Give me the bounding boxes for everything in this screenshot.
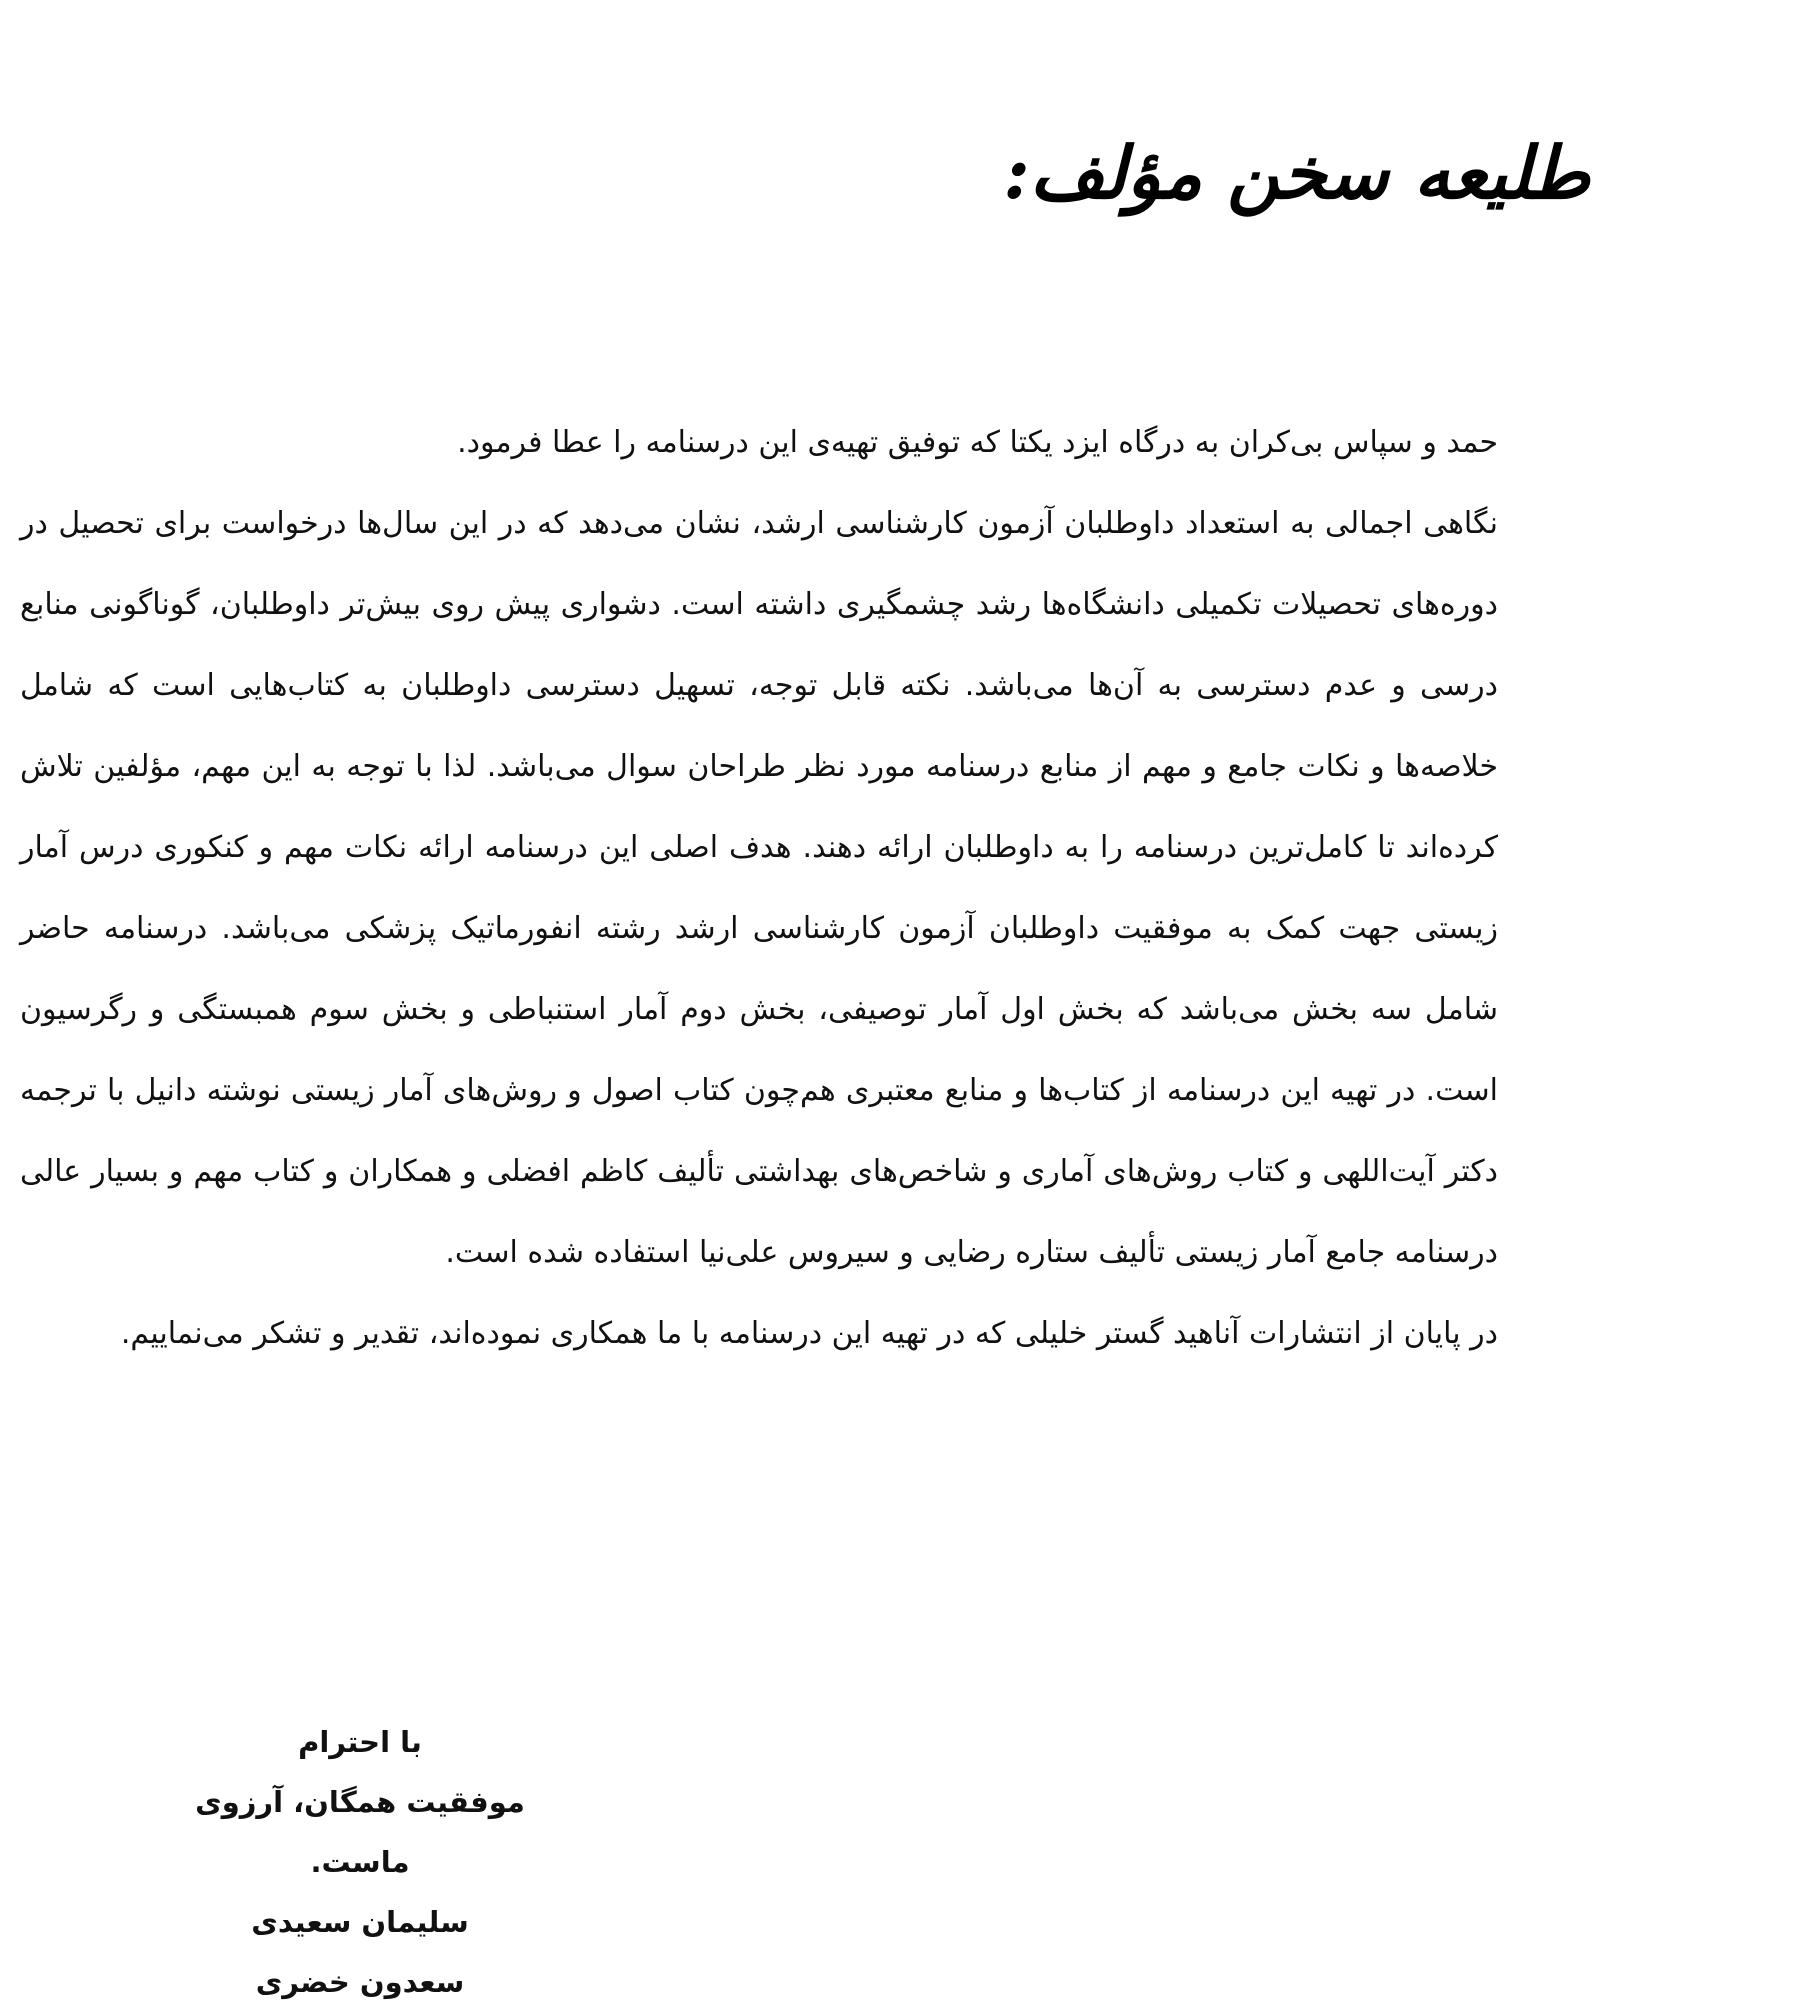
page-title: طلیعه سخن مؤلف: (1003, 130, 1590, 215)
signature-block (150, 1712, 570, 2012)
paragraph-main: نگاهی اجمالی به استعداد داوطلبان آزمون کارشناسی ارشد، نشان می‌دهد که در این سال‌ها درخواست برای تحصیل در دوره‌های تحصیلات تکمیلی دانشگاه‌ها رشد چشمگیری داشته است. دشواری پیش روی بیش‌تر داوطلبان، گوناگونی منابع درسی و عدم دسترسی به آن‌ها می‌باشد. نکته قابل توجه، تسهیل دسترسی داوطلبان به کتاب‌هایی است که شامل خلاصه‌ها و نکات جامع و مهم از منابع درسنامه مورد نظر طراحان سوال می‌باشد. لذا با توجه به این مهم، مؤلفین تلاش کرده‌اند تا کامل‌ترین درسنامه را به داوطلبان ارائه دهند. هدف اصلی این درسنامه ارائه نکات مهم و کنکوری درس آمار زیستی جهت کمک به موفقیت داوطلبان آزمون کارشناسی ارشد رشته انفورماتیک پزشکی می‌باشد. درسنامه حاضر شامل سه بخش می‌باشد که بخش اول آمار توصیفی، بخش دوم آمار استنباطی و بخش سوم همبستگی و رگرسیون است. در تهیه این درسنامه از کتاب‌ها و منابع معتبری هم‌چون کتاب اصول و روش‌های آمار زیستی نوشته دانیل با ترجمه دکتر آیت‌اللهی و کتاب روش‌های آماری و شاخص‌های بهداشتی تألیف کاظم افضلی و همکاران و کتاب مهم و بسیار عالی درسنامه جامع آمار زیستی تألیف ستاره رضایی و سیروس علی‌نیا استفاده شده است. (20, 506, 1498, 1270)
paragraph-opening: حمد و سپاس بی‌کران به درگاه ایزد یکتا که توفیق تهیه‌ی این درسنامه را عطا فرمود. (457, 425, 1498, 460)
body-text (20, 402, 1498, 1374)
paragraph-acknowledgement: در پایان از انتشارات آناهید گستر خلیلی که در تهیه این درسنامه با ما همکاری نموده‌اند، تقدیر و تشکر می‌نماییم. (120, 1316, 1498, 1351)
closing-regards: با احترام (298, 1725, 422, 1759)
author-name: سعدون خضری (255, 1965, 465, 1999)
author-name: سلیمان سعیدی (251, 1905, 469, 1939)
closing-wish: موفقیت همگان، آرزوی ماست. (195, 1785, 525, 1879)
